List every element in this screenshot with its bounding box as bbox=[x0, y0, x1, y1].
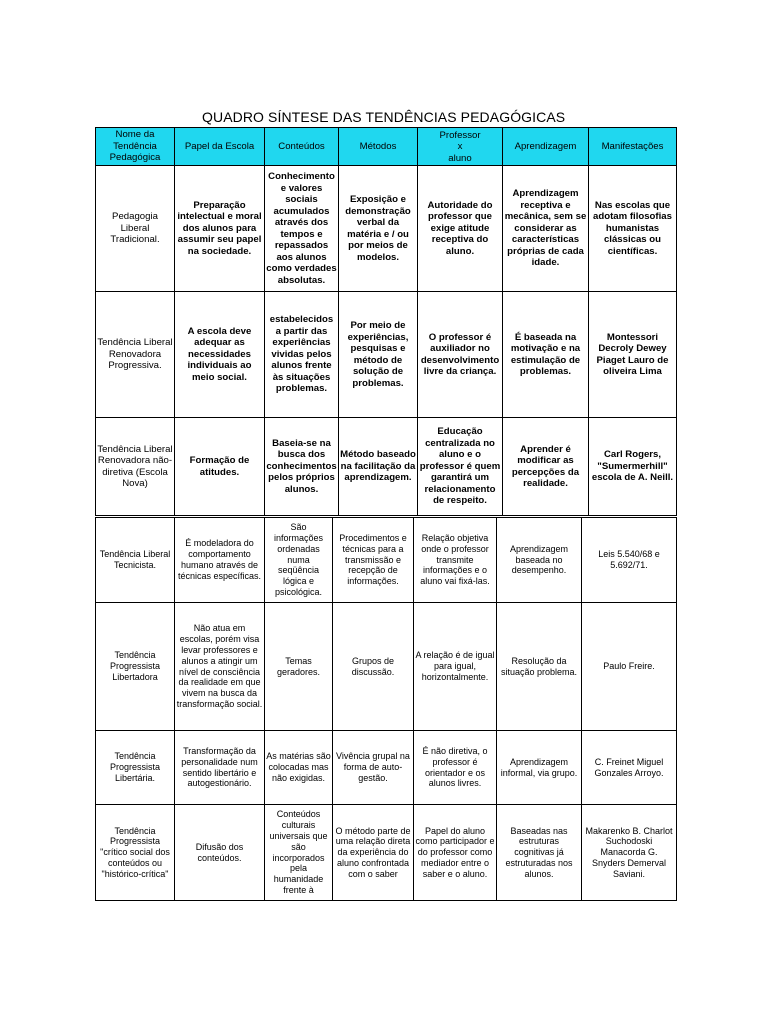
table-cell: A relação é de igual para igual, horizontalmente. bbox=[414, 603, 497, 731]
table-cell: Tendência Liberal Tecnicista. bbox=[96, 518, 175, 603]
header-methods: Métodos bbox=[339, 128, 418, 166]
table-cell: O método parte de uma relação direta da experiência do aluno confrontada com o saber bbox=[333, 805, 414, 901]
table-row bbox=[96, 418, 677, 516]
table-cell: Formação de atitudes. bbox=[175, 418, 265, 516]
table-row bbox=[96, 805, 677, 901]
synthesis-table-bottom bbox=[95, 517, 677, 901]
table-cell: Tendência Liberal Renovadora não-diretiva (Escola Nova) bbox=[96, 418, 175, 516]
header-contents: Conteúdos bbox=[265, 128, 339, 166]
header-teacher-student-text: Professor x aluno bbox=[439, 129, 481, 164]
table-cell: A escola deve adequar as necessidades individuais ao meio social. bbox=[175, 292, 265, 418]
table-cell: Método baseado na facilitação da aprendizagem. bbox=[339, 418, 418, 516]
table-cell: Tendência Progressista Libertadora bbox=[96, 603, 175, 731]
table-cell: Conhecimento e valores sociais acumulados através dos tempos e repassados aos alunos como verdades absolutas. bbox=[265, 166, 339, 292]
table-cell: Resolução da situação problema. bbox=[497, 603, 582, 731]
table-cell: Autoridade do professor que exige atitude receptiva do aluno. bbox=[418, 166, 503, 292]
header-learning: Aprendizagem bbox=[503, 128, 589, 166]
table-cell: O professor é auxiliador no desenvolvimento livre da criança. bbox=[418, 292, 503, 418]
page-title: QUADRO SÍNTESE DAS TENDÊNCIAS PEDAGÓGICAS bbox=[202, 109, 566, 125]
table-cell: Aprendizagem receptiva e mecânica, sem se considerar as características próprias de cada idade. bbox=[503, 166, 589, 292]
header-manifestations: Manifestações bbox=[589, 128, 677, 166]
header-name: Nome da Tendência Pedagógica bbox=[96, 128, 175, 166]
table-cell: Preparação intelectual e moral dos alunos para assumir seu papel na sociedade. bbox=[175, 166, 265, 292]
table-cell: Leis 5.540/68 e 5.692/71. bbox=[582, 518, 677, 603]
table-cell: Exposição e demonstração verbal da matéria e / ou por meios de modelos. bbox=[339, 166, 418, 292]
table-cell: Baseadas nas estruturas cognitivas já estruturadas nos alunos. bbox=[497, 805, 582, 901]
table-cell: Pedagogia Liberal Tradicional. bbox=[96, 166, 175, 292]
table-cell: Aprender é modificar as percepções da realidade. bbox=[503, 418, 589, 516]
table-cell: Tendência Progressista "crítico social dos conteúdos ou "histórico-crítica" bbox=[96, 805, 175, 901]
table-cell: Educação centralizada no aluno e o professor é quem garantirá um relacionamento de respeito. bbox=[418, 418, 503, 516]
table-cell: Relação objetiva onde o professor transmite informações e o aluno vai fixá-las. bbox=[414, 518, 497, 603]
table-row bbox=[96, 603, 677, 731]
table-cell: Aprendizagem informal, via grupo. bbox=[497, 731, 582, 805]
table-cell: Por meio de experiências, pesquisas e método de solução de problemas. bbox=[339, 292, 418, 418]
table-cell: Papel do aluno como participador e do professor como mediador entre o saber e o aluno. bbox=[414, 805, 497, 901]
table-cell: Tendência Progressista Libertária. bbox=[96, 731, 175, 805]
table-row bbox=[96, 518, 677, 603]
synthesis-table-top bbox=[95, 127, 677, 516]
table-cell: Não atua em escolas, porém visa levar professores e alunos a atingir um nível de consciência da realidade em que vivem na busca da transformação social. bbox=[175, 603, 265, 731]
table-cell: C. Freinet Miguel Gonzales Arroyo. bbox=[582, 731, 677, 805]
table-cell: Conteúdos culturais universais que são incorporados pela humanidade frente à bbox=[265, 805, 333, 901]
table-cell: Temas geradores. bbox=[265, 603, 333, 731]
table-cell: Baseia-se na busca dos conhecimentos pelos próprios alunos. bbox=[265, 418, 339, 516]
table-cell: Transformação da personalidade num sentido libertário e autogestionário. bbox=[175, 731, 265, 805]
table-cell: Grupos de discussão. bbox=[333, 603, 414, 731]
table-cell: estabelecidos a partir das experiências vividas pelos alunos frente às situações problemas. bbox=[265, 292, 339, 418]
table-cell: É não diretiva, o professor é orientador e os alunos livres. bbox=[414, 731, 497, 805]
table-cell: Makarenko B. Charlot Suchodoski Manacorda G. Snyders Demerval Saviani. bbox=[582, 805, 677, 901]
table-cell: Tendência Liberal Renovadora Progressiva. bbox=[96, 292, 175, 418]
table-row bbox=[96, 731, 677, 805]
table-cell: Difusão dos conteúdos. bbox=[175, 805, 265, 901]
table-cell: São informações ordenadas numa seqüência lógica e psicológica. bbox=[265, 518, 333, 603]
table-cell: Aprendizagem baseada no desempenho. bbox=[497, 518, 582, 603]
table-cell: Carl Rogers, "Sumermerhill" escola de A. Neill. bbox=[589, 418, 677, 516]
table-cell: Nas escolas que adotam filosofias humanistas clássicas ou científicas. bbox=[589, 166, 677, 292]
table-cell: Montessori Decroly Dewey Piaget Lauro de oliveira Lima bbox=[589, 292, 677, 418]
table-row bbox=[96, 292, 677, 418]
table-cell: As matérias são colocadas mas não exigidas. bbox=[265, 731, 333, 805]
header-role: Papel da Escola bbox=[175, 128, 265, 166]
header-teacher-student bbox=[418, 128, 503, 166]
table-cell: É modeladora do comportamento humano através de técnicas específicas. bbox=[175, 518, 265, 603]
table-row bbox=[96, 166, 677, 292]
header-row bbox=[96, 128, 677, 166]
table-cell: Vivência grupal na forma de auto-gestão. bbox=[333, 731, 414, 805]
table-cell: Paulo Freire. bbox=[582, 603, 677, 731]
table-cell: É baseada na motivação e na estimulação de problemas. bbox=[503, 292, 589, 418]
table-cell: Procedimentos e técnicas para a transmissão e recepção de informações. bbox=[333, 518, 414, 603]
